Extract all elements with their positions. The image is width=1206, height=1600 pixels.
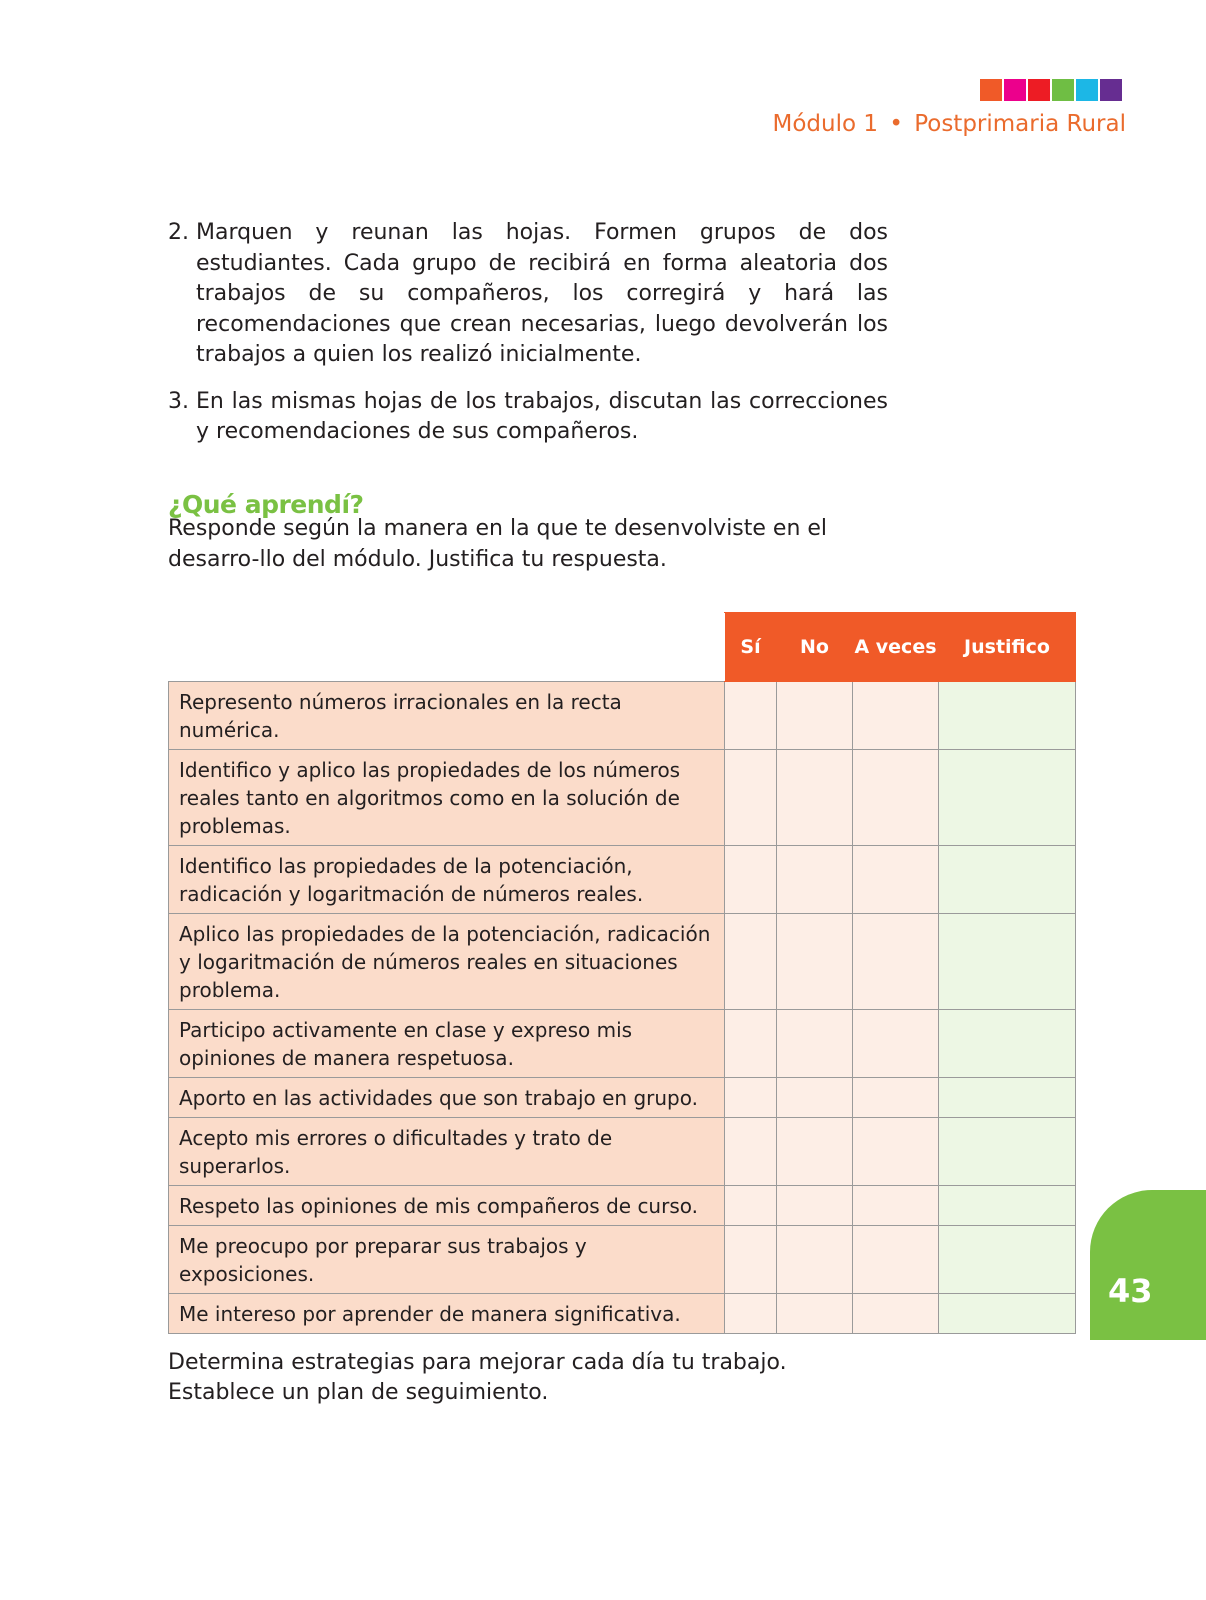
justification-cell[interactable] <box>939 682 1076 750</box>
color-swatch <box>980 79 1002 101</box>
self-evaluation-table <box>168 612 1076 1334</box>
table-row <box>169 1078 1076 1118</box>
answer-no-cell[interactable] <box>777 1078 853 1118</box>
color-swatch <box>1076 79 1098 101</box>
answer-a-veces-cell[interactable] <box>853 750 939 846</box>
column-header-no: No <box>777 613 853 682</box>
justification-cell[interactable] <box>939 1010 1076 1078</box>
answer-si-cell[interactable] <box>725 750 777 846</box>
table-row <box>169 1294 1076 1334</box>
closing-text: Determina estrategias para mejorar cada día tu trabajo. Establece un plan de seguimiento. <box>168 1350 787 1405</box>
step-item <box>168 387 888 448</box>
table-row <box>169 682 1076 750</box>
table-row <box>169 846 1076 914</box>
answer-a-veces-cell[interactable] <box>853 682 939 750</box>
answer-no-cell[interactable] <box>777 846 853 914</box>
answer-no-cell[interactable] <box>777 914 853 1010</box>
column-header-justifico: Justifico <box>939 613 1076 682</box>
answer-si-cell[interactable] <box>725 1186 777 1226</box>
table-row <box>169 1118 1076 1186</box>
color-swatch <box>1052 79 1074 101</box>
table-row <box>169 1186 1076 1226</box>
header-separator: • <box>889 111 903 137</box>
answer-no-cell[interactable] <box>777 750 853 846</box>
criterion-cell: Participo activamente en clase y expreso mis opiniones de manera respetuosa. <box>169 1010 725 1078</box>
answer-no-cell[interactable] <box>777 1186 853 1226</box>
table-header-row <box>169 613 1076 682</box>
step-number: 2. <box>168 220 189 245</box>
program-label: Postprimaria Rural <box>914 111 1126 137</box>
answer-a-veces-cell[interactable] <box>853 846 939 914</box>
justification-cell[interactable] <box>939 1226 1076 1294</box>
answer-no-cell[interactable] <box>777 1118 853 1186</box>
answer-si-cell[interactable] <box>725 682 777 750</box>
criterion-cell: Aporto en las actividades que son trabajo en grupo. <box>169 1078 725 1118</box>
answer-si-cell[interactable] <box>725 914 777 1010</box>
justification-cell[interactable] <box>939 1186 1076 1226</box>
criterion-cell: Acepto mis errores o dificultades y trato de superarlos. <box>169 1118 725 1186</box>
step-text: Marquen y reunan las hojas. Formen grupos de dos estudiantes. Cada grupo de recibirá en forma aleatoria dos trabajos de su compañeros, los corregirá y hará las recomendaciones que crean necesarias, luego devolverán los trabajos a quien los realizó inicialmente. <box>196 220 888 367</box>
module-label: Módulo 1 <box>772 111 878 137</box>
answer-a-veces-cell[interactable] <box>853 1186 939 1226</box>
justification-cell[interactable] <box>939 1078 1076 1118</box>
table-row <box>169 914 1076 1010</box>
answer-si-cell[interactable] <box>725 1010 777 1078</box>
answer-si-cell[interactable] <box>725 1118 777 1186</box>
justification-cell[interactable] <box>939 1294 1076 1334</box>
answer-no-cell[interactable] <box>777 682 853 750</box>
answer-no-cell[interactable] <box>777 1294 853 1334</box>
color-swatch <box>1028 79 1050 101</box>
answer-a-veces-cell[interactable] <box>853 1226 939 1294</box>
section-intro: Responde según la manera en la que te desenvolviste en el desarro-llo del módulo. Justifica tu respuesta. <box>168 516 828 572</box>
step-item <box>168 218 888 371</box>
table-row <box>169 1010 1076 1078</box>
answer-si-cell[interactable] <box>725 1226 777 1294</box>
page-number-badge <box>1090 1190 1206 1340</box>
criterion-cell: Aplico las propiedades de la potenciación, radicación y logaritmación de números reales en situaciones problema. <box>169 914 725 1010</box>
answer-a-veces-cell[interactable] <box>853 1118 939 1186</box>
module-header <box>773 111 1127 137</box>
criterion-cell: Me preocupo por preparar sus trabajos y exposiciones. <box>169 1226 725 1294</box>
color-swatches <box>980 79 1122 101</box>
answer-si-cell[interactable] <box>725 1294 777 1334</box>
justification-cell[interactable] <box>939 846 1076 914</box>
criterion-cell: Identifico las propiedades de la potenciación, radicación y logaritmación de números reales. <box>169 846 725 914</box>
justification-cell[interactable] <box>939 750 1076 846</box>
column-header-a-veces: A veces <box>853 613 939 682</box>
criterion-cell: Respeto las opiniones de mis compañeros de curso. <box>169 1186 725 1226</box>
answer-si-cell[interactable] <box>725 846 777 914</box>
activity-steps <box>168 218 888 464</box>
blank-header <box>169 613 725 682</box>
justification-cell[interactable] <box>939 914 1076 1010</box>
step-number: 3. <box>168 388 189 414</box>
column-header-si: Sí <box>725 613 777 682</box>
table-row <box>169 750 1076 846</box>
answer-no-cell[interactable] <box>777 1010 853 1078</box>
page-number: 43 <box>1108 1272 1153 1310</box>
answer-a-veces-cell[interactable] <box>853 1294 939 1334</box>
criterion-cell: Me intereso por aprender de manera significativa. <box>169 1294 725 1334</box>
criterion-cell: Represento números irracionales en la recta numérica. <box>169 682 725 750</box>
justification-cell[interactable] <box>939 1118 1076 1186</box>
table-row <box>169 1226 1076 1294</box>
step-text: En las mismas hojas de los trabajos, discutan las correcciones y recomendaciones de sus compañeros. <box>196 388 888 444</box>
answer-a-veces-cell[interactable] <box>853 1010 939 1078</box>
answer-si-cell[interactable] <box>725 1078 777 1118</box>
answer-no-cell[interactable] <box>777 1226 853 1294</box>
color-swatch <box>1004 79 1026 101</box>
section-title: ¿Qué aprendí? <box>168 490 364 519</box>
color-swatch <box>1100 79 1122 101</box>
answer-a-veces-cell[interactable] <box>853 914 939 1010</box>
answer-a-veces-cell[interactable] <box>853 1078 939 1118</box>
criterion-cell: Identifico y aplico las propiedades de los números reales tanto en algoritmos como en la solución de problemas. <box>169 750 725 846</box>
